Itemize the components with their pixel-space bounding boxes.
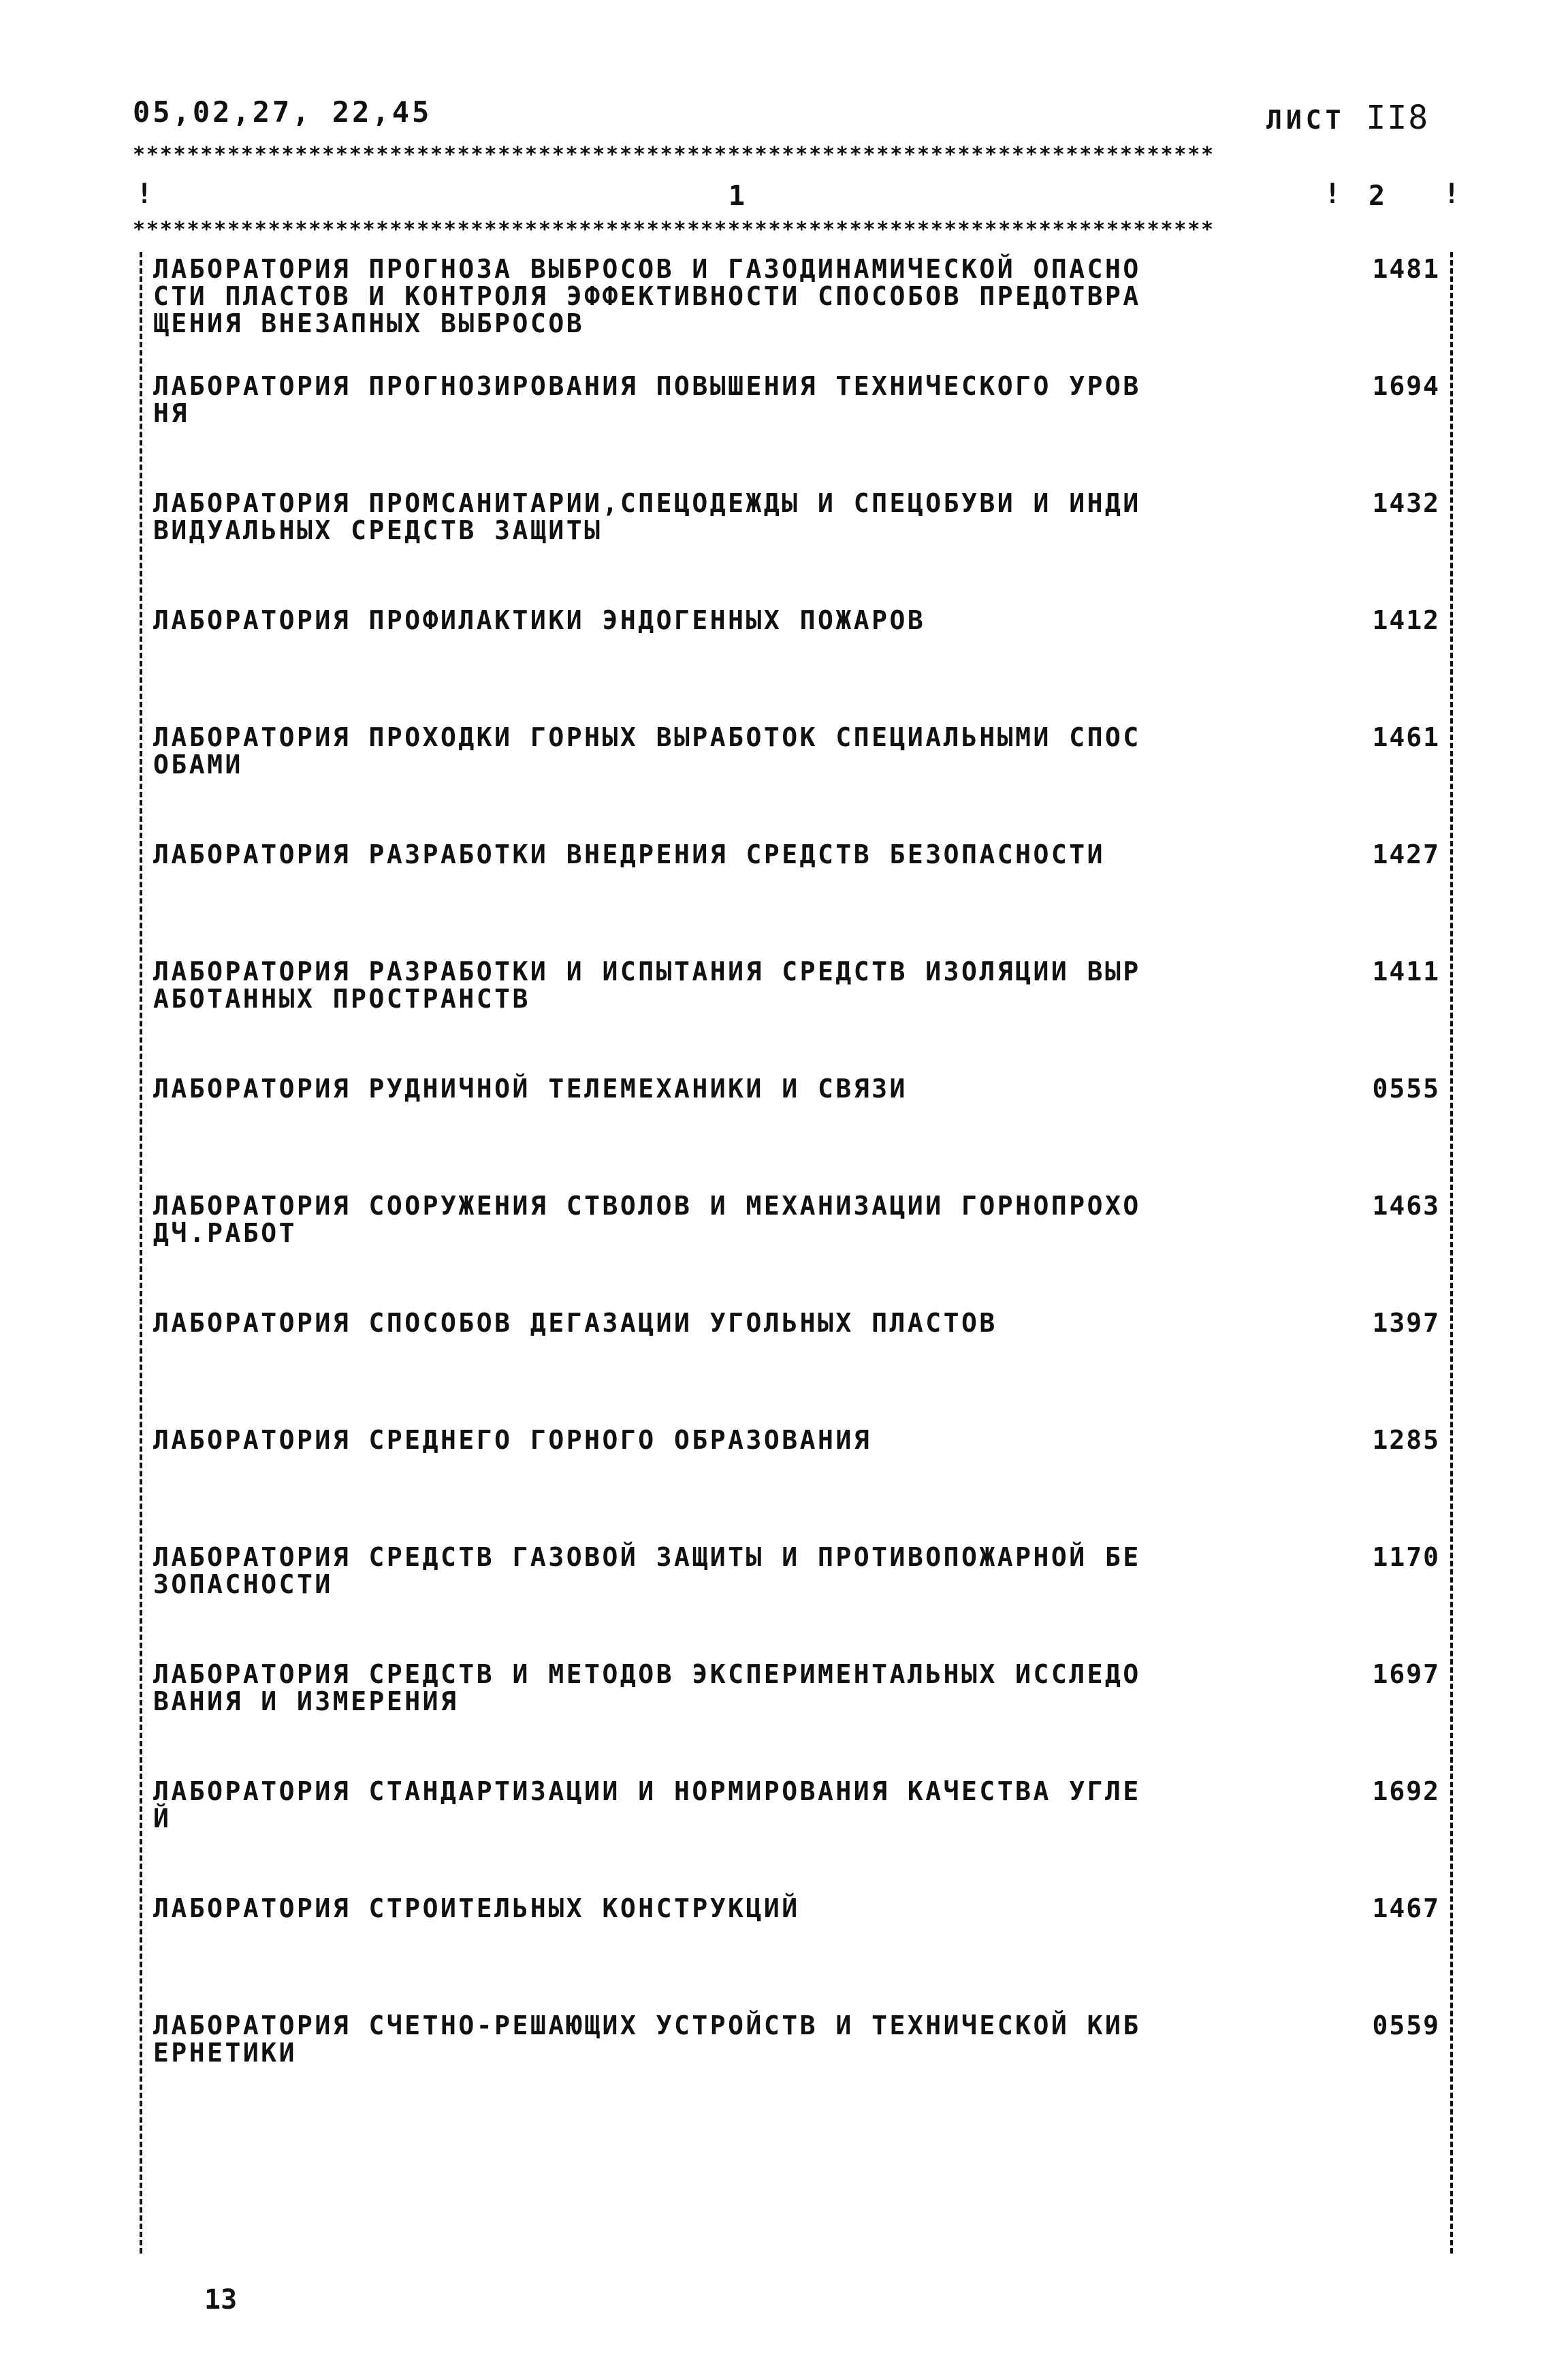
sheet-label: ЛИСТ [1266, 105, 1345, 135]
list-item [153, 1661, 1515, 1778]
lab-code: 1694 [1372, 371, 1440, 401]
page-number: 13 [204, 2284, 238, 2315]
list-item [153, 490, 1515, 607]
lab-name-line: ЛАБОРАТОРИЯ РАЗРАБОТКИ И ИСПЫТАНИЯ СРЕДСТВ ИЗОЛЯЦИИ ВЫР [153, 957, 1141, 987]
column-1-header: 1 [729, 180, 746, 212]
header-date-code: 05,02,27, 22,45 [133, 95, 432, 129]
lab-code: 1285 [1372, 1425, 1440, 1455]
lab-name [153, 1426, 1297, 1454]
lab-name-line: ЛАБОРАТОРИЯ ПРОГНОЗА ВЫБРОСОВ И ГАЗОДИНАМИЧЕСКОЙ ОПАСНО [153, 254, 1141, 284]
separator-bottom: ******************************************************************************** [133, 218, 1215, 242]
lab-name [153, 1895, 1297, 1922]
lab-name [153, 1192, 1297, 1247]
list-item [153, 1778, 1515, 1895]
list-item [153, 1075, 1515, 1192]
list-item [153, 841, 1515, 958]
column-divider-left: ! [136, 178, 153, 210]
list-item [153, 1426, 1515, 1543]
lab-name [153, 1543, 1297, 1598]
lab-name-line: ЛАБОРАТОРИЯ ПРОМСАНИТАРИИ,СПЕЦОДЕЖДЫ И СПЕЦОБУВИ И ИНДИ [153, 488, 1141, 518]
lab-name-line: ЕРНЕТИКИ [153, 2038, 298, 2068]
lab-name-line: НЯ [153, 398, 189, 428]
lab-name [153, 841, 1297, 868]
list-item [153, 1895, 1515, 2012]
lab-code: 1427 [1372, 839, 1440, 869]
lab-name-line: ЛАБОРАТОРИЯ СТРОИТЕЛЬНЫХ КОНСТРУКЦИЙ [153, 1893, 800, 1923]
lab-name-line: ЛАБОРАТОРИЯ СРЕДСТВ И МЕТОДОВ ЭКСПЕРИМЕНТАЛЬНЫХ ИССЛЕДО [153, 1659, 1141, 1689]
lab-code: 1467 [1372, 1893, 1440, 1923]
lab-name-line: ЛАБОРАТОРИЯ СПОСОБОВ ДЕГАЗАЦИИ УГОЛЬНЫХ ПЛАСТОВ [153, 1308, 997, 1338]
lab-name-line: ЛАБОРАТОРИЯ СРЕДНЕГО ГОРНОГО ОБРАЗОВАНИЯ [153, 1425, 872, 1455]
lab-name-line: ОБАМИ [153, 750, 243, 780]
list-item [153, 2012, 1515, 2129]
lab-name [153, 1778, 1297, 1832]
lab-code: 1463 [1372, 1191, 1440, 1221]
lab-name-line: СТИ ПЛАСТОВ И КОНТРОЛЯ ЭФФЕКТИВНОСТИ СПОСОБОВ ПРЕДОТВРА [153, 281, 1141, 311]
lab-name-line: ЛАБОРАТОРИЯ ПРОФИЛАКТИКИ ЭНДОГЕННЫХ ПОЖАРОВ [153, 605, 926, 635]
sheet-header [1266, 99, 1429, 137]
sheet-number: II8 [1366, 99, 1430, 137]
lab-name [153, 1661, 1297, 1715]
lab-name [153, 2012, 1297, 2066]
list-item [153, 1192, 1515, 1309]
list-item [153, 255, 1515, 372]
lab-code: 1481 [1372, 254, 1440, 284]
column-2-header: 2 [1369, 180, 1386, 212]
entry-list [153, 255, 1515, 2129]
lab-name-line: ЛАБОРАТОРИЯ ПРОГНОЗИРОВАНИЯ ПОВЫШЕНИЯ ТЕХНИЧЕСКОГО УРОВ [153, 371, 1141, 401]
lab-code: 0555 [1372, 1074, 1440, 1104]
lab-name-line: Й [153, 1804, 172, 1833]
list-item [153, 1543, 1515, 1661]
lab-name-line: ЗОПАСНОСТИ [153, 1569, 333, 1599]
lab-name [153, 958, 1297, 1012]
lab-name-line: ЛАБОРАТОРИЯ СЧЕТНО-РЕШАЮЩИХ УСТРОЙСТВ И ТЕХНИЧЕСКОЙ КИБ [153, 2010, 1141, 2040]
column-divider-mid: ! [1324, 178, 1341, 210]
lab-name-line: ЛАБОРАТОРИЯ СРЕДСТВ ГАЗОВОЙ ЗАЩИТЫ И ПРОТИВОПОЖАРНОЙ БЕ [153, 1542, 1141, 1572]
lab-code: 1412 [1372, 605, 1440, 635]
lab-name [153, 1075, 1297, 1102]
lab-name-line: ЛАБОРАТОРИЯ СООРУЖЕНИЯ СТВОЛОВ И МЕХАНИЗАЦИИ ГОРНОПРОХО [153, 1191, 1141, 1221]
lab-name-line: ДЧ.РАБОТ [153, 1218, 298, 1248]
column-divider-right: ! [1443, 178, 1460, 210]
table-left-border [140, 252, 142, 2254]
lab-name-line: АБОТАННЫХ ПРОСТРАНСТВ [153, 984, 530, 1014]
lab-name [153, 255, 1297, 337]
lab-name-line: ЛАБОРАТОРИЯ РУДНИЧНОЙ ТЕЛЕМЕХАНИКИ И СВЯЗИ [153, 1074, 908, 1104]
lab-code: 1461 [1372, 722, 1440, 752]
list-item [153, 607, 1515, 724]
list-item [153, 1309, 1515, 1426]
lab-code: 1692 [1372, 1776, 1440, 1806]
lab-name-line: ЩЕНИЯ ВНЕЗАПНЫХ ВЫБРОСОВ [153, 308, 585, 338]
lab-code: 1397 [1372, 1308, 1440, 1338]
list-item [153, 724, 1515, 841]
lab-name [153, 372, 1297, 427]
lab-name [153, 490, 1297, 544]
lab-name-line: ЛАБОРАТОРИЯ ПРОХОДКИ ГОРНЫХ ВЫРАБОТОК СПЕЦИАЛЬНЫМИ СПОС [153, 722, 1141, 752]
lab-name [153, 724, 1297, 778]
lab-code: 1432 [1372, 488, 1440, 518]
lab-name [153, 607, 1297, 634]
lab-name-line: ВАНИЯ И ИЗМЕРЕНИЯ [153, 1686, 459, 1716]
lab-name-line: ЛАБОРАТОРИЯ СТАНДАРТИЗАЦИИ И НОРМИРОВАНИЯ КАЧЕСТВА УГЛЕ [153, 1776, 1141, 1806]
list-item [153, 372, 1515, 490]
list-item [153, 958, 1515, 1075]
lab-name [153, 1309, 1297, 1336]
lab-name-line: ЛАБОРАТОРИЯ РАЗРАБОТКИ ВНЕДРЕНИЯ СРЕДСТВ БЕЗОПАСНОСТИ [153, 839, 1106, 869]
lab-code: 1697 [1372, 1659, 1440, 1689]
lab-name-line: ВИДУАЛЬНЫХ СРЕДСТВ ЗАЩИТЫ [153, 515, 603, 545]
lab-code: 0559 [1372, 2010, 1440, 2040]
separator-top: ******************************************************************************** [133, 143, 1215, 167]
lab-code: 1411 [1372, 957, 1440, 987]
lab-code: 1170 [1372, 1542, 1440, 1572]
